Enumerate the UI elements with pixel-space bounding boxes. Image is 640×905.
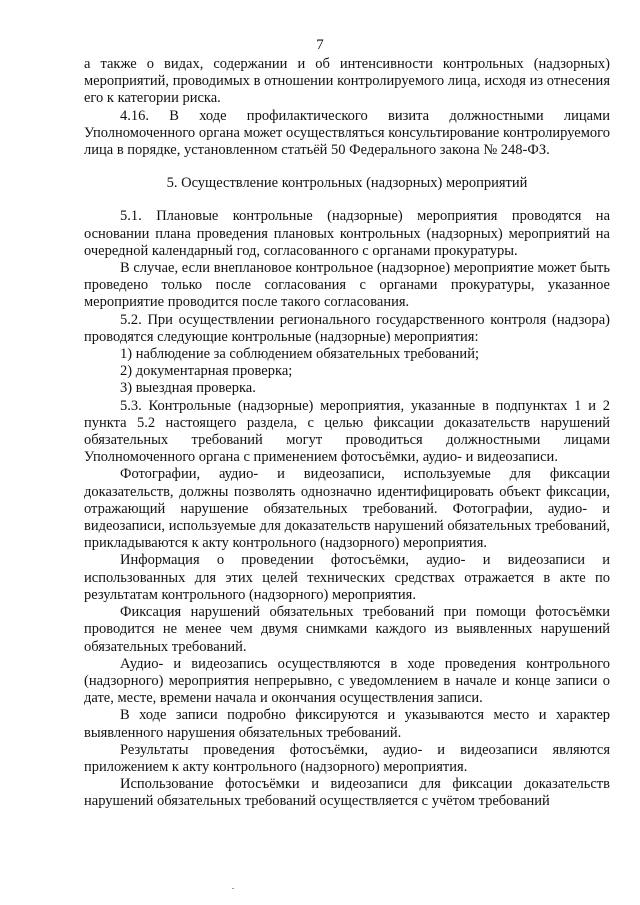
paragraph-audio-video: Аудио- и видеозапись осуществляются в ходе проведения контрольного (надзорного) мероприятия непрерывно, с уведомлением в начале и конце записи о дате, месте, времени начала и окончания осуществления записи. xyxy=(84,655,610,707)
list-item-field-check: 3) выездная проверка. xyxy=(120,380,256,397)
document-body xyxy=(84,56,610,811)
paragraph-usage-requirements: Использование фотосъёмки и видеозаписи для фиксации доказательств нарушений обязательных требований осуществляется с учётом требований xyxy=(84,776,610,810)
section-heading: 5. Осуществление контрольных (надзорных) мероприятий xyxy=(166,175,528,192)
page-number: 7 xyxy=(316,37,324,53)
paragraph-unplanned-approval: В случае, если внеплановое контрольное (надзорное) мероприятие может быть проведено только после согласования с органами прокуратуры, указанное мероприятие проводится после такого согласования. xyxy=(84,260,610,311)
paragraph-results-attachment: Результаты проведения фотосъёмки, аудио- и видеозаписи являются приложением к акту контрольного (надзорного) мероприятия. xyxy=(84,741,610,775)
paragraph-4-16: 4.16. В ходе профилактического визита должностными лицами Уполномоченного органа может осуществляться консультирование контролируемого лица в порядке, установленном статьёй 50 Федерального закона № 248-ФЗ. xyxy=(84,107,610,159)
paragraph-recording-details: В ходе записи подробно фиксируются и указываются место и характер выявленного нарушения обязательных требований. xyxy=(84,707,610,741)
paragraph-5-1: 5.1. Плановые контрольные (надзорные) мероприятия проводятся на основании плана проведения плановых контрольных (надзорных) мероприятий на очередной календарный год, согласованного с органами прокуратуры. xyxy=(84,208,610,259)
paragraph-recording-info: Информация о проведении фотосъёмки, аудио- и видеозаписи и использованных для этих целей технических средствах отражается в акте по результатам контрольного (надзорного) мероприятия. xyxy=(84,552,610,603)
paragraph-continuation: а также о видах, содержании и об интенсивности контрольных (надзорных) мероприятий, проводимых в отношении контролируемого лица, исходя из отнесения его к категории риска. xyxy=(84,56,610,107)
list-item-document-check: 2) документарная проверка; xyxy=(120,363,293,380)
paragraph-5-3: 5.3. Контрольные (надзорные) мероприятия, указанные в подпунктах 1 и 2 пункта 5.2 настоящего раздела, с целью фиксации доказательств нарушений обязательных требований могут проводиться должностными лицами Уполномоченного органа с применением фотосъёмки, аудио- и видеозаписи. xyxy=(84,397,610,466)
paragraph-5-2: 5.2. При осуществлении регионального государственного контроля (надзора) проводятся следующие контрольные (надзорные) мероприятия: xyxy=(84,311,610,345)
paragraph-photo-evidence: Фотографии, аудио- и видеозаписи, используемые для фиксации доказательств, должны позволять однозначно идентифицировать объект фиксации, отражающий нарушение обязательных требований. Фотографии, аудио- и видеозаписи, используемые для доказательств нарушений обязательных требований, прикладываются к акту контрольного (надзорного) мероприятия. xyxy=(84,466,610,552)
paragraph-photo-fixation: Фиксация нарушений обязательных требований при помощи фотосъёмки проводится не менее чем двумя снимками каждого из выявленных нарушений обязательных требований. xyxy=(84,604,610,655)
list-item-observation: 1) наблюдение за соблюдением обязательных требований; xyxy=(120,346,479,363)
scan-speck xyxy=(232,888,234,889)
